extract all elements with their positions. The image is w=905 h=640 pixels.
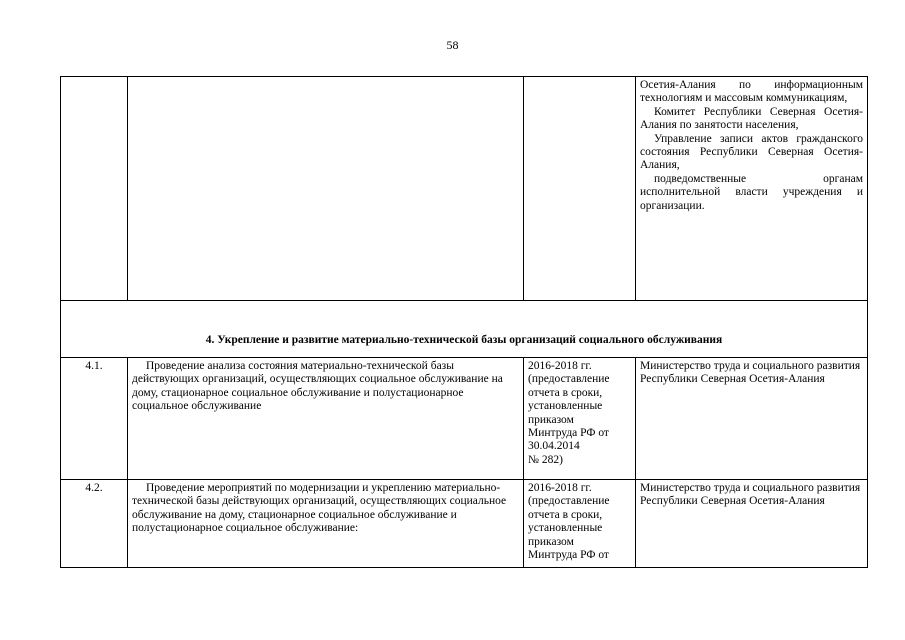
description-cell bbox=[128, 358, 524, 480]
period-line: 30.04.2014 bbox=[528, 440, 580, 453]
description-cell-empty bbox=[128, 77, 524, 301]
executor-item: подведомственные органам исполнительной власти учреждения и организации. bbox=[640, 172, 863, 212]
period-line: приказом bbox=[528, 535, 574, 548]
executors-cell bbox=[636, 77, 868, 301]
row-executor: Министерство труда и социального развития Республики Северная Осетия-Алания bbox=[640, 360, 861, 386]
description-cell bbox=[128, 480, 524, 568]
period-cell-empty bbox=[524, 77, 636, 301]
measures-table bbox=[60, 76, 868, 568]
period-line: (предоставление bbox=[528, 495, 610, 508]
executor-item: Управление записи актов гражданского состояния Республики Северная Осетия-Алания, bbox=[640, 132, 863, 172]
row-description: Проведение мероприятий по модернизации и укреплению материально-технической базы действующих организаций, осуществляющих социальное обслуживание на дому, стационарное социальное обслуживание и полустационарное социальное обслуживание: bbox=[132, 482, 507, 535]
section-row bbox=[61, 301, 868, 358]
period-cell bbox=[524, 480, 636, 568]
executor-item: Комитет Республики Северная Осетия-Алания по занятости населения, bbox=[640, 105, 863, 132]
period-line: 2016-2018 гг. bbox=[528, 482, 592, 494]
period-line: установленные bbox=[528, 522, 603, 535]
table-row bbox=[61, 358, 868, 480]
num-cell-empty bbox=[61, 77, 128, 301]
row-executor: Министерство труда и социального развития Республики Северная Осетия-Алания bbox=[640, 482, 861, 508]
period-line: 2016-2018 гг. bbox=[528, 360, 592, 372]
row-description: Проведение анализа состояния материально-технической базы действующих организаций, осуществляющих социальное обслуживание на дому, стационарное социальное обслуживание и полустационарное социальное обслуживание bbox=[132, 360, 503, 413]
executor-cell bbox=[636, 358, 868, 480]
period-line: отчета в сроки, bbox=[528, 508, 603, 521]
period-line: Минтруда РФ от bbox=[528, 549, 609, 562]
executor-cell bbox=[636, 480, 868, 568]
period-line: приказом bbox=[528, 413, 574, 426]
period-line: (предоставление bbox=[528, 373, 610, 386]
row-number: 4.2. bbox=[61, 480, 128, 568]
executor-item: Осетия-Алания по информационным технологиям и массовым коммуникациям, bbox=[640, 79, 863, 105]
table-row bbox=[61, 480, 868, 568]
row-number: 4.1. bbox=[61, 358, 128, 480]
section-title: 4. Укрепление и развитие материально-технической базы организаций социального обслуживания bbox=[61, 301, 868, 358]
period-cell bbox=[524, 358, 636, 480]
period-line: отчета в сроки, bbox=[528, 386, 603, 399]
page-number: 58 bbox=[446, 38, 459, 52]
period-line: установленные bbox=[528, 400, 603, 413]
period-line: № 282) bbox=[528, 453, 563, 466]
period-line: Минтруда РФ от bbox=[528, 427, 609, 440]
table-row-continuation bbox=[61, 77, 868, 301]
